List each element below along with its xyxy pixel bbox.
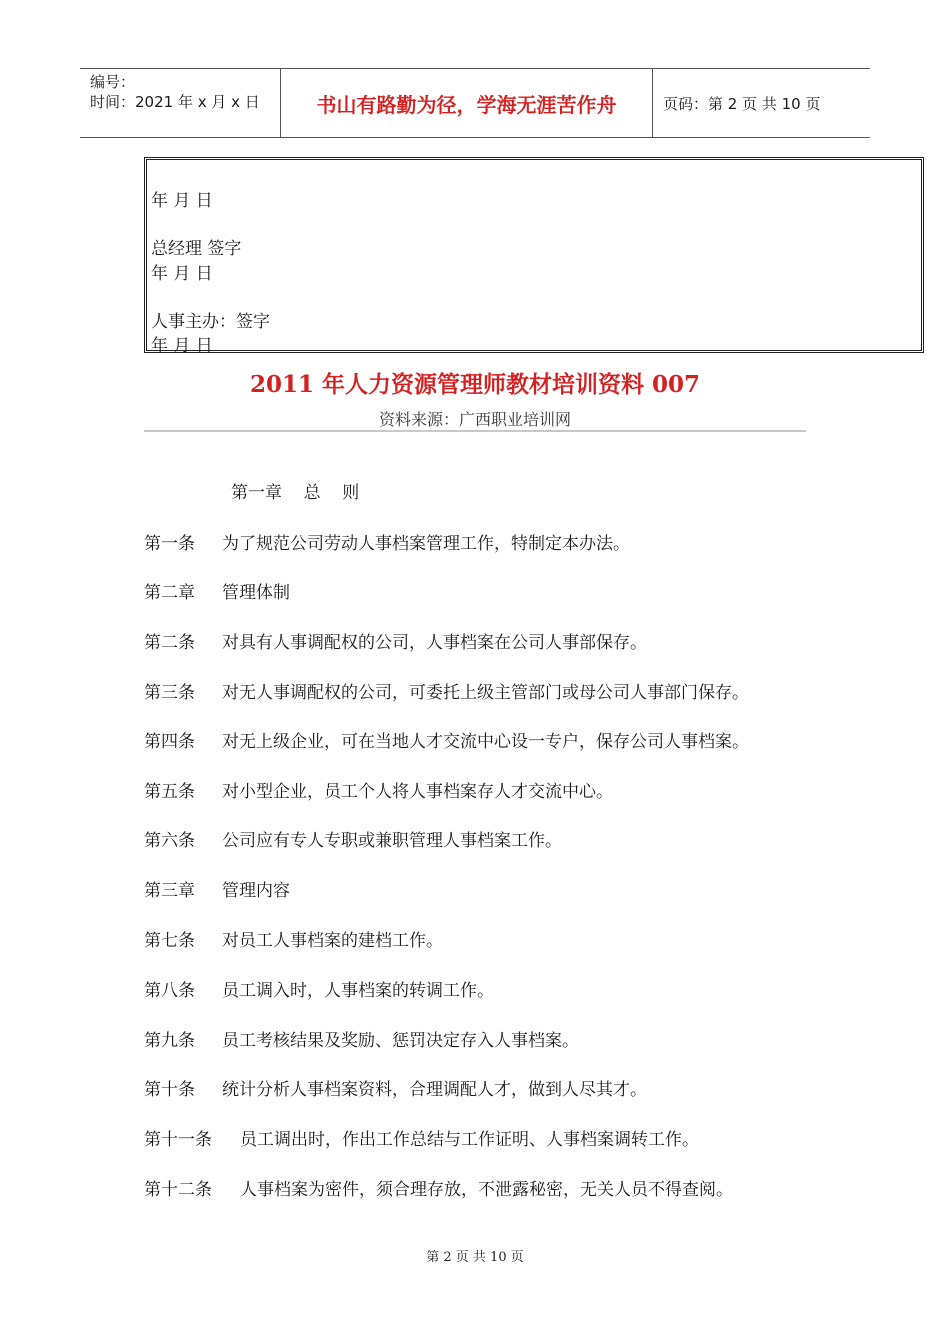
page-footer: 第 2 页 共 10 页 [426, 1250, 524, 1265]
article-label: 第三章 [144, 881, 195, 901]
article-text: 统计分析人事档案资料，合理调配人才，做到人尽其才。 [222, 1080, 647, 1100]
document-date: 时间：2021 年 x 月 x 日 [90, 93, 260, 111]
article-line [144, 529, 630, 554]
article-label: 第一条 [144, 534, 195, 554]
article-label: 第三条 [144, 683, 195, 703]
hr-officer-signature: 人事主办：签字 [151, 312, 270, 332]
article-text: 管理体制 [222, 583, 290, 603]
signature-table [144, 157, 924, 356]
general-manager-signature: 总经理 签字 [151, 239, 242, 259]
article-text: 员工调入时，人事档案的转调工作。 [222, 981, 494, 1001]
article-label: 第十条 [144, 1080, 195, 1100]
article-label: 第七条 [144, 931, 195, 951]
article-text: 对无上级企业，可在当地人才交流中心设一专户，保存公司人事档案。 [222, 732, 749, 752]
article-text: 管理内容 [222, 881, 290, 901]
header-page-number: 页码：第 2 页 共 10 页 [663, 94, 821, 113]
document-source: 资料来源：广西职业培训网 [378, 410, 571, 429]
article-text: 为了规范公司劳动人事档案管理工作，特制定本办法。 [222, 534, 630, 554]
general-manager-date: 年 月 日 [151, 264, 213, 284]
article-line [144, 1125, 699, 1150]
article-label: 第六条 [144, 831, 195, 851]
document-title: 2011 年人力资源管理师教材培训资料 007 [249, 371, 701, 398]
article-line [144, 777, 613, 802]
article-line [144, 826, 562, 851]
article-label: 第八条 [144, 981, 195, 1001]
article-line [144, 976, 494, 1001]
article-label: 第二条 [144, 633, 195, 653]
chapter-heading: 第一章 总 则 [231, 483, 360, 503]
header-meta [80, 69, 281, 137]
article-line [144, 578, 290, 603]
article-text: 对无人事调配权的公司，可委托上级主管部门或母公司人事部门保存。 [222, 683, 749, 703]
article-line [144, 678, 749, 703]
article-text: 对具有人事调配权的公司，人事档案在公司人事部保存。 [222, 633, 647, 653]
article-text: 对员工人事档案的建档工作。 [222, 931, 443, 951]
signature-date: 年 月 日 [151, 191, 213, 211]
article-line [144, 1026, 579, 1051]
article-line [144, 926, 443, 951]
article-label: 第九条 [144, 1031, 195, 1051]
article-line [144, 1075, 647, 1100]
article-line [144, 1175, 733, 1200]
article-text: 对小型企业，员工个人将人事档案存人才交流中心。 [222, 782, 613, 802]
title-divider [144, 430, 806, 432]
article-label: 第十一条 [144, 1130, 212, 1150]
article-text: 公司应有专人专职或兼职管理人事档案工作。 [222, 831, 562, 851]
article-line [144, 727, 749, 752]
article-text: 员工调出时，作出工作总结与工作证明、人事档案调转工作。 [240, 1130, 699, 1150]
header-motto: 书山有路勤为径，学海无涯苦作舟 [281, 69, 653, 137]
article-text: 人事档案为密件，须合理存放，不泄露秘密，无关人员不得查阅。 [240, 1180, 733, 1200]
article-line [144, 628, 647, 653]
article-label: 第五条 [144, 782, 195, 802]
article-label: 第十二条 [144, 1180, 212, 1200]
hr-officer-date: 年 月 日 [151, 336, 213, 356]
article-text: 员工考核结果及奖励、惩罚决定存入人事档案。 [222, 1031, 579, 1051]
article-line [144, 876, 290, 901]
article-label: 第四条 [144, 732, 195, 752]
article-label: 第二章 [144, 583, 195, 603]
document-number-label: 编号： [90, 73, 136, 91]
page-header [80, 68, 870, 138]
